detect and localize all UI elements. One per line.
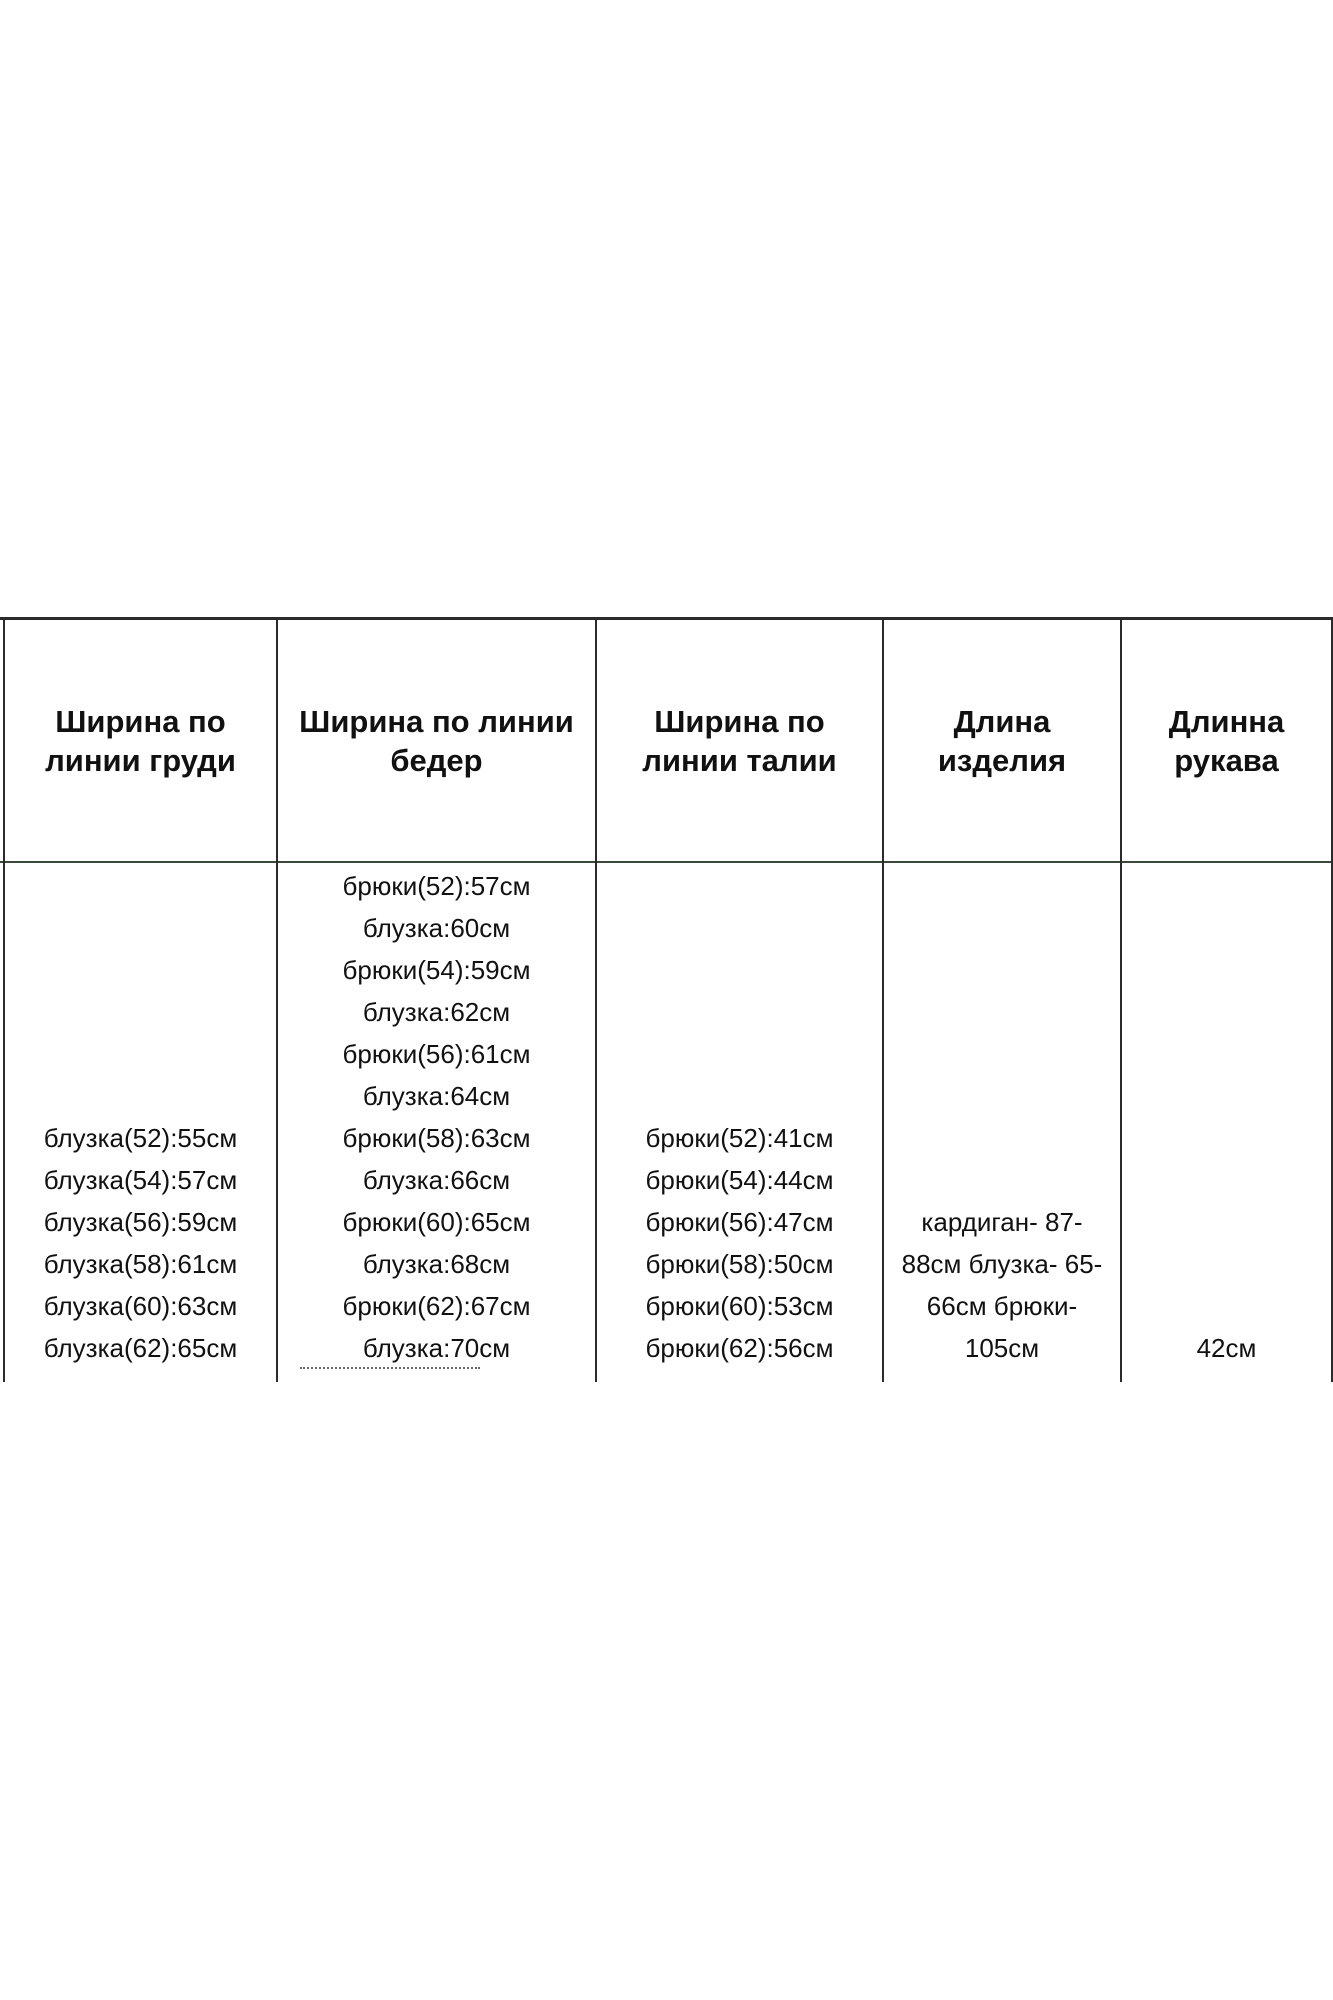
header-hip-width xyxy=(278,620,595,861)
cell-line: блузка:68см xyxy=(362,1249,511,1279)
cell-line: блузка:60см xyxy=(362,913,511,943)
cell-line: 88см блузка- 65- xyxy=(901,1249,1103,1279)
cell-line: брюки(62):67см xyxy=(342,1291,531,1321)
cell-line: блузка(58):61см xyxy=(43,1249,238,1279)
cell-line: блузка(52):55см xyxy=(43,1123,238,1153)
cell-line: брюки(60):65см xyxy=(342,1207,531,1237)
cell-line: блузка(56):59см xyxy=(43,1207,238,1237)
cell-line: кардиган- 87- xyxy=(921,1207,1083,1237)
cell-line: брюки(52):41см xyxy=(645,1123,834,1153)
cell-line: блузка:62см xyxy=(362,997,511,1027)
cell-line: брюки(54):59см xyxy=(342,955,531,985)
cell-line: брюки(62):56см xyxy=(645,1333,834,1363)
cell-line: брюки(58):63см xyxy=(342,1123,531,1153)
header-line: Ширина по xyxy=(654,703,825,739)
cell-line: брюки(60):53см xyxy=(645,1291,834,1321)
cell-line: брюки(52):57см xyxy=(342,871,531,901)
header-line: Ширина по xyxy=(55,703,226,739)
cell-sleeve-length xyxy=(1122,863,1331,1369)
cell-line: блузка:64см xyxy=(362,1081,511,1111)
header-sleeve-length xyxy=(1122,620,1331,861)
cell-chest-width xyxy=(5,863,276,1369)
cell-line: блузка:70см xyxy=(362,1333,511,1363)
header-line: линии талии xyxy=(642,742,837,778)
header-line: Длинна xyxy=(1168,703,1285,739)
cell-item-length xyxy=(884,863,1120,1369)
cell-line: брюки(56):47см xyxy=(645,1207,834,1237)
header-line: Длина xyxy=(953,703,1051,739)
cell-line: брюки(56):61см xyxy=(342,1039,531,1069)
cell-line: блузка(62):65см xyxy=(43,1333,238,1363)
header-waist-width xyxy=(597,620,882,861)
header-line: бедер xyxy=(390,742,483,778)
size-table xyxy=(0,617,1333,1382)
cell-waist-width xyxy=(597,863,882,1369)
cell-line: 66см брюки- xyxy=(926,1291,1078,1321)
cell-line: брюки(58):50см xyxy=(645,1249,834,1279)
header-line: Ширина по линии xyxy=(299,703,574,739)
cell-hip-width xyxy=(278,863,595,1369)
cell-line: брюки(54):44см xyxy=(645,1165,834,1195)
cell-line: блузка(54):57см xyxy=(43,1165,238,1195)
cell-line: 105см xyxy=(964,1333,1040,1363)
header-line: изделия xyxy=(937,742,1067,778)
cropped-text-remnant xyxy=(300,1367,480,1375)
cell-line: блузка(60):63см xyxy=(43,1291,238,1321)
header-line: линии груди xyxy=(45,742,236,778)
header-item-length xyxy=(884,620,1120,861)
cell-line: блузка:66см xyxy=(362,1165,511,1195)
cell-line: 42см xyxy=(1196,1333,1257,1363)
header-line: рукава xyxy=(1174,742,1279,778)
header-chest-width xyxy=(5,620,276,861)
